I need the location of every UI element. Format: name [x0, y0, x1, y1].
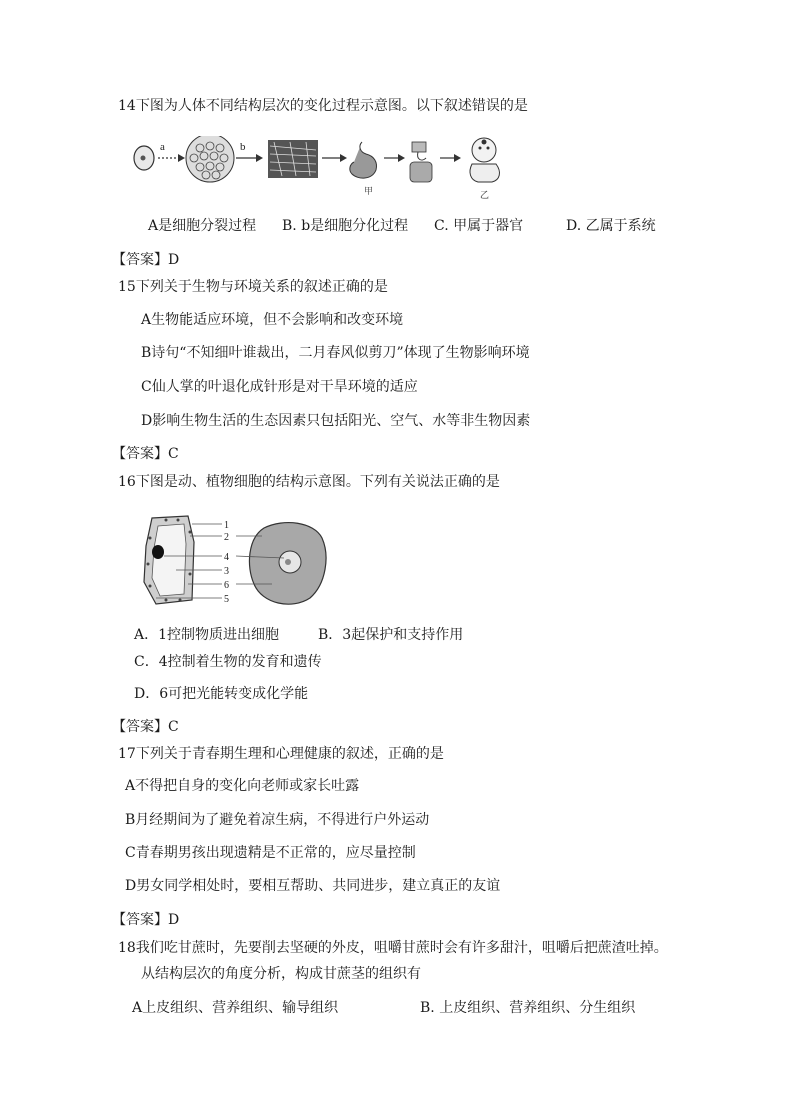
label-6: 6 [224, 580, 229, 591]
q17-stem: 17下列关于青春期生理和心理健康的叙述，正确的是 [118, 746, 444, 762]
q15-answer: 【答案】C [112, 446, 179, 462]
q15-option-b: B诗句“不知细叶谁裁出，二月春风似剪刀”体现了生物影响环境 [141, 345, 530, 361]
q17-option-c: C青春期男孩出现遗精是不正常的，应尽量控制 [125, 845, 416, 861]
label-5: 5 [224, 594, 229, 605]
arrow-b-label: b [240, 141, 246, 153]
q15-option-d: D影响生物生活的生态因素只包括阳光、空气、水等非生物因素 [141, 413, 531, 429]
q14-option-c: C. 甲属于器官 [434, 218, 524, 234]
q16-cell-structure-figure [136, 512, 346, 612]
label-4: 4 [224, 552, 229, 563]
q16-option-b: B．3起保护和支持作用 [318, 627, 464, 643]
stomach-icon [350, 142, 377, 178]
q16-stem: 16下图是动、植物细胞的结构示意图。下列有关说法正确的是 [118, 474, 500, 490]
q16-option-c: C．4控制着生物的发育和遗传 [134, 654, 322, 670]
digestive-system-icon [410, 142, 432, 182]
cell-cluster-icon [186, 136, 234, 182]
baby-icon [470, 138, 499, 182]
label-3: 3 [224, 566, 229, 577]
q17-option-a: A不得把自身的变化向老师或家长吐露 [125, 778, 360, 794]
label-1: 1 [224, 520, 229, 531]
plant-cell-icon [144, 516, 194, 604]
yi-label: 乙 [480, 191, 490, 201]
jia-label: 甲 [364, 187, 374, 197]
q14-stem: 14下图为人体不同结构层次的变化过程示意图。以下叙述错误的是 [118, 98, 528, 114]
q16-option-d: D．6可把光能转变成化学能 [134, 686, 309, 702]
label-2: 2 [224, 532, 229, 543]
q15-stem: 15下列关于生物与环境关系的叙述正确的是 [118, 279, 388, 295]
q18-option-b: B. 上皮组织、营养组织、分生组织 [420, 1000, 636, 1016]
q17-option-b: B月经期间为了避免着凉生病，不得进行户外运动 [125, 812, 430, 828]
q18-stem-line1: 18我们吃甘蔗时，先要削去坚硬的外皮，咀嚼甘蔗时会有许多甜汁，咀嚼后把蔗渣吐掉。 [118, 940, 668, 956]
animal-cell-icon [249, 523, 326, 605]
q15-option-c: C仙人掌的叶退化成针形是对干旱环境的适应 [141, 379, 418, 395]
arrow-a-label: a [160, 141, 165, 153]
q16-option-a: A．1控制物质进出细胞 [134, 627, 280, 643]
q14-option-b: B. b是细胞分化过程 [282, 218, 409, 234]
q18-stem-line2: 从结构层次的角度分析，构成甘蔗茎的组织有 [141, 966, 421, 982]
q14-answer: 【答案】D [112, 252, 180, 268]
q14-option-a: A是细胞分裂过程 [148, 218, 257, 234]
q14-structure-levels-figure [122, 136, 682, 206]
q18-option-a: A上皮组织、营养组织、输导组织 [132, 1000, 339, 1016]
q16-answer: 【答案】C [112, 719, 179, 735]
q14-option-d: D. 乙属于系统 [566, 218, 656, 234]
q15-option-a: A生物能适应环境，但不会影响和改变环境 [141, 312, 404, 328]
tissue-icon [268, 140, 318, 178]
q17-answer: 【答案】D [112, 912, 180, 928]
q17-option-d: D男女同学相处时，要相互帮助、共同进步，建立真正的友谊 [125, 878, 501, 894]
